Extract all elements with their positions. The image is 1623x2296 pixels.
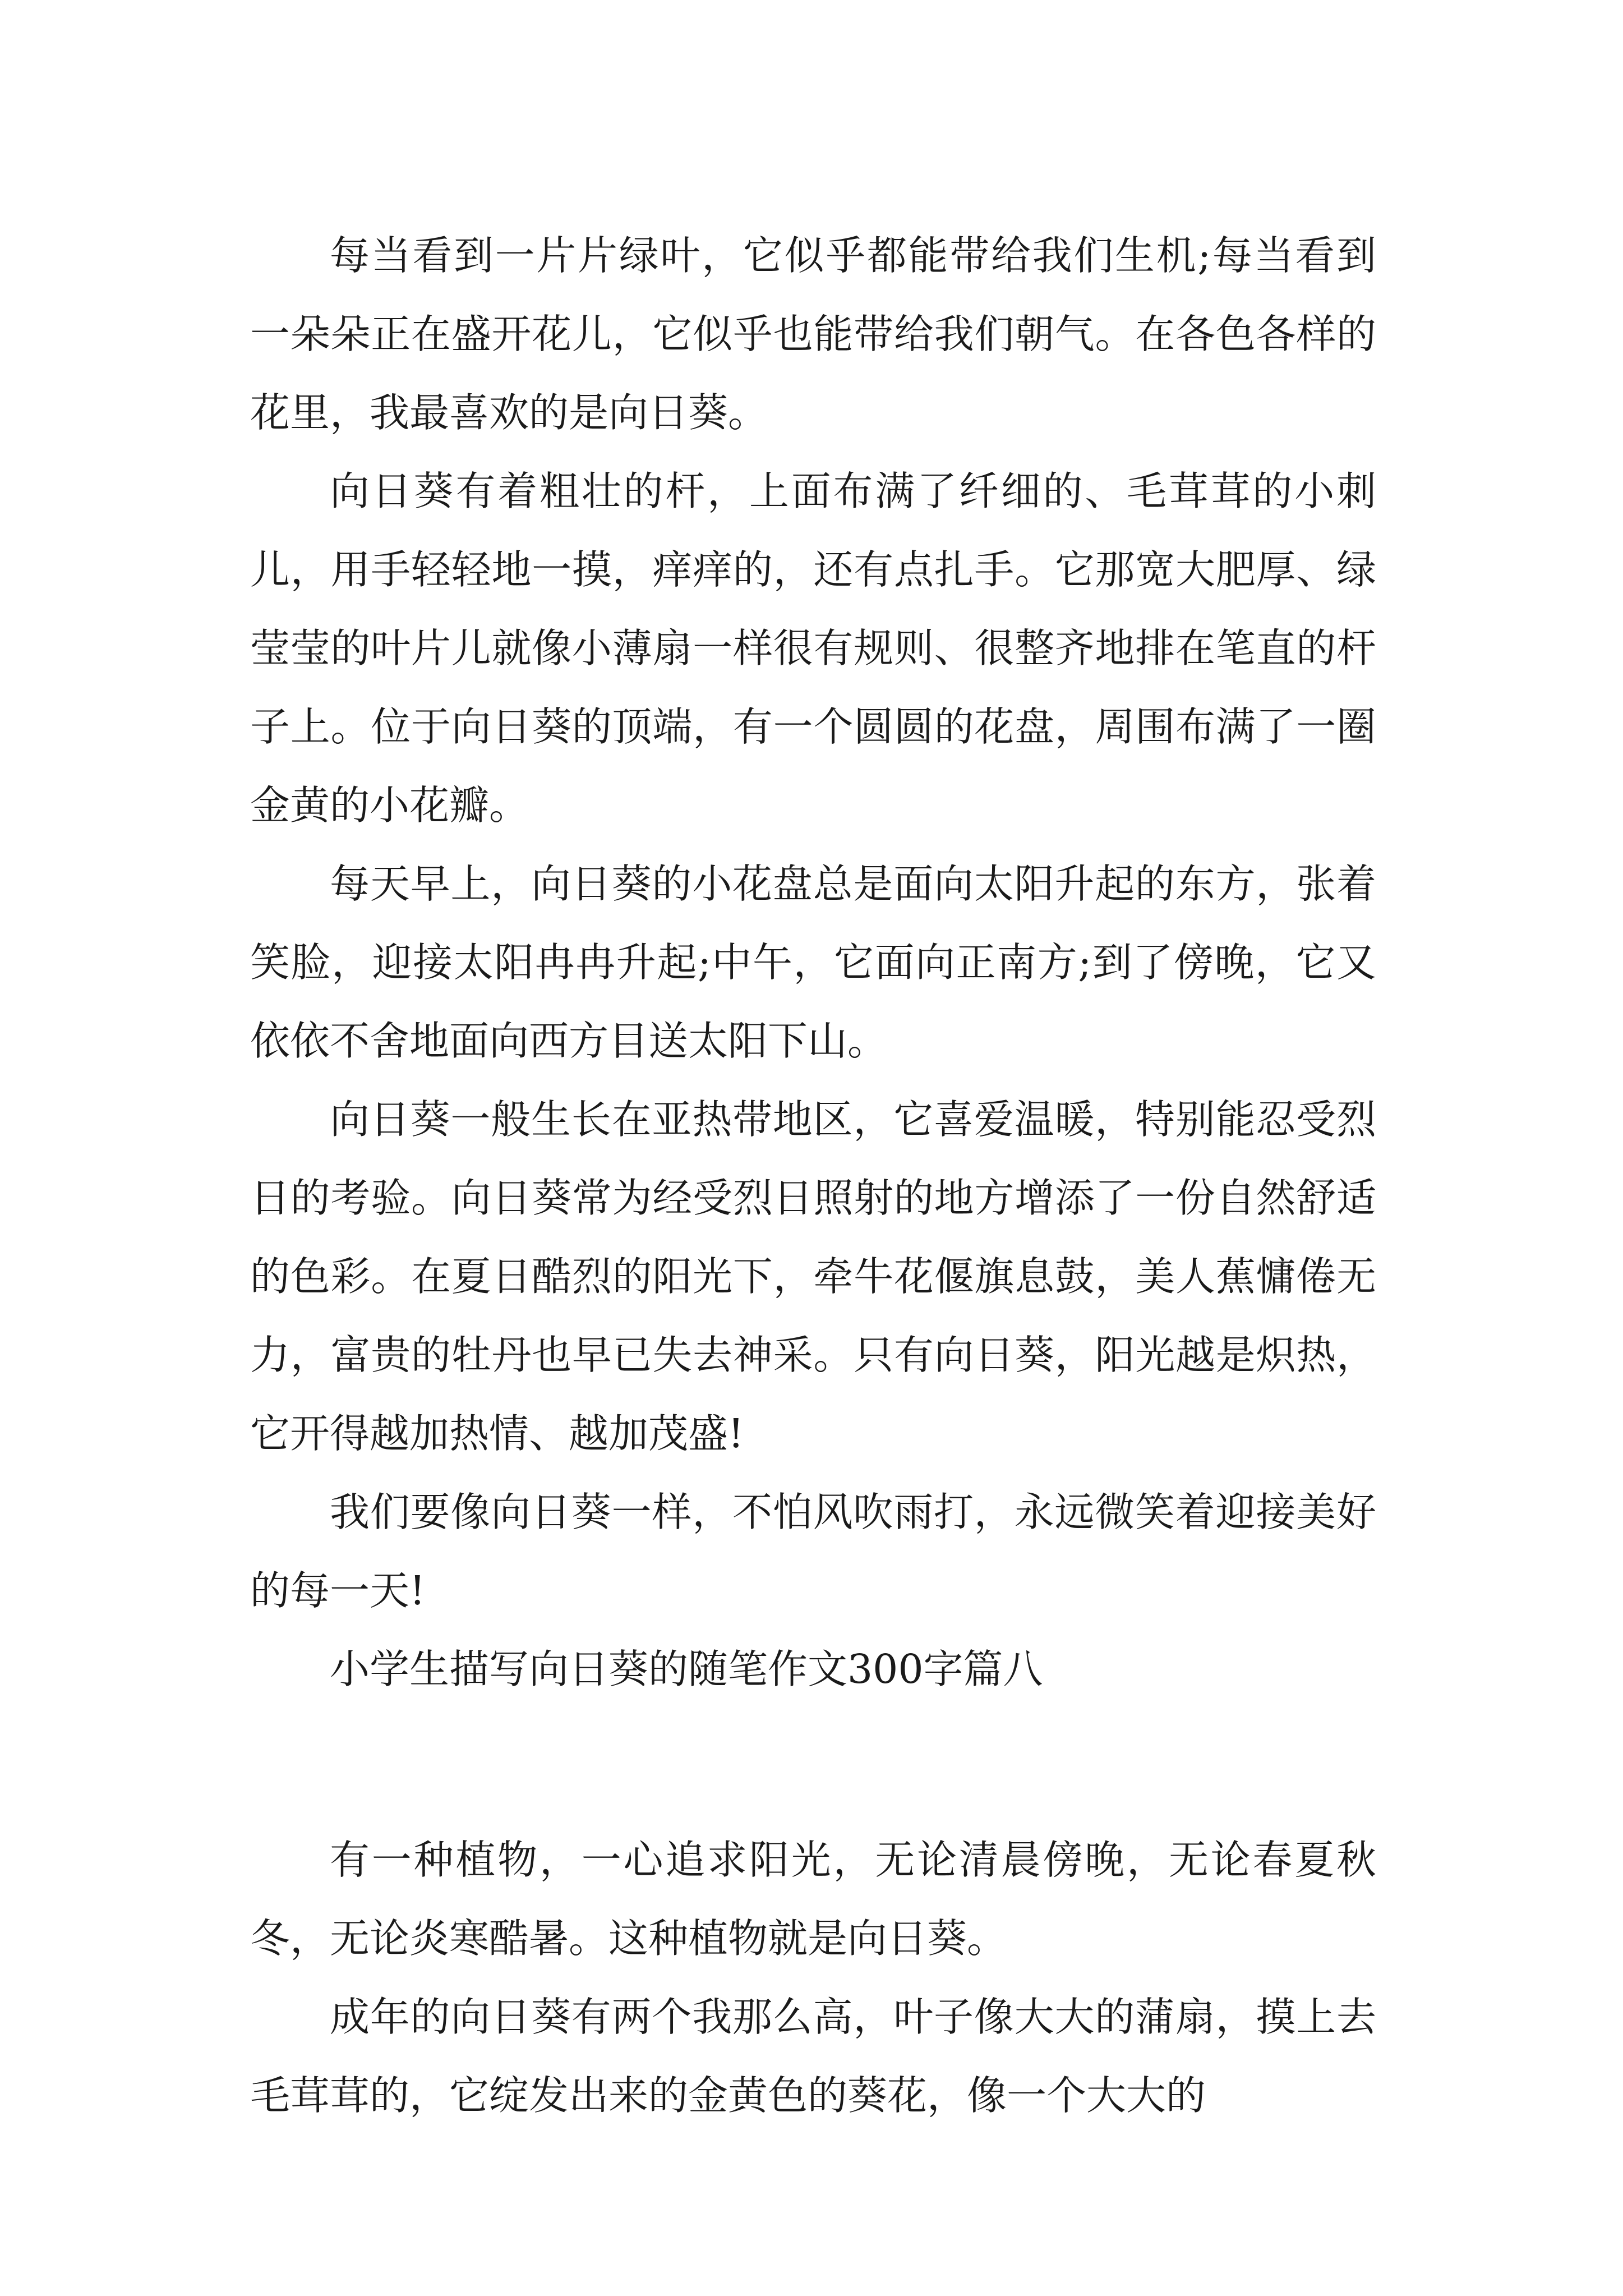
paragraph-3: 每天早上，向日葵的小花盘总是面向太阳升起的东方，张着笑脸，迎接太阳冉冉升起;中午，它面向正南方;到了傍晚，它又依依不舍地面向西方目送太阳下山。 bbox=[250, 861, 1376, 1064]
section-gap bbox=[250, 1709, 1376, 1821]
paragraph-6: 有一种植物，一心追求阳光，无论清晨傍晚，无论春夏秋冬，无论炎寒酷暑。这种植物就是向日葵。 bbox=[250, 1837, 1376, 1962]
paragraph-5: 我们要像向日葵一样，不怕风吹雨打，永远微笑着迎接美好的每一天! bbox=[250, 1489, 1376, 1614]
paragraph-2: 向日葵有着粗壮的杆，上面布满了纤细的、毛茸茸的小刺儿，用手轻轻地一摸，痒痒的，还有点扎手。它那宽大肥厚、绿莹莹的叶片儿就像小薄扇一样很有规则、很整齐地排在笔直的杆子上。位于向日葵的顶端，有一个圆圆的花盘，周围布满了一圈金黄的小花瓣。 bbox=[250, 468, 1376, 829]
paragraph-1: 每当看到一片片绿叶，它似乎都能带给我们生机;每当看到一朵朵正在盛开花儿，它似乎也能带给我们朝气。在各色各样的花里，我最喜欢的是向日葵。 bbox=[250, 232, 1376, 436]
paragraph-7: 成年的向日葵有两个我那么高，叶子像大大的蒲扇，摸上去毛茸茸的，它绽发出来的金黄色的葵花，像一个大大的 bbox=[250, 1994, 1376, 2119]
section-heading: 小学生描写向日葵的随笔作文300字篇八 bbox=[330, 1646, 1043, 1692]
paragraph-4: 向日葵一般生长在亚热带地区，它喜爱温暖，特别能忍受烈日的考验。向日葵常为经受烈日照射的地方增添了一份自然舒适的色彩。在夏日酷烈的阳光下，牵牛花偃旗息鼓，美人蕉慵倦无力，富贵的牡丹也早已失去神采。只有向日葵，阳光越是炽热，它开得越加热情、越加茂盛! bbox=[250, 1096, 1376, 1457]
document-body bbox=[250, 217, 1376, 2135]
